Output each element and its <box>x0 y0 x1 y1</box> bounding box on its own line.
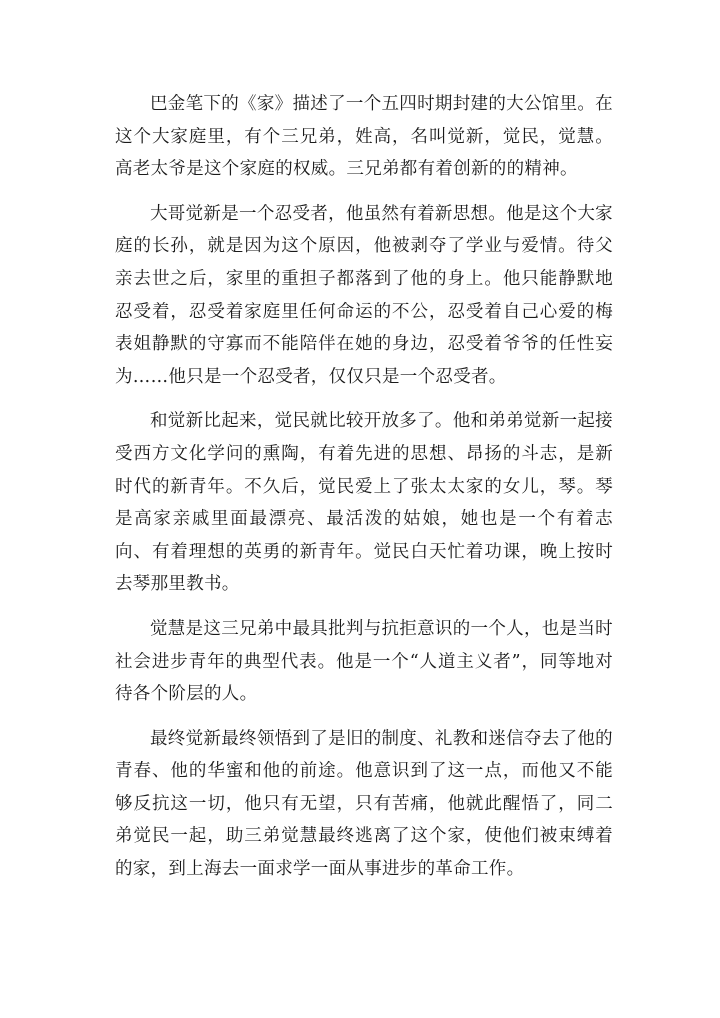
paragraph-juexin: 大哥觉新是一个忍受者，他虽然有着新思想。他是这个大家庭的长孙，就是因为这个原因，他被剥夺了学业与爱情。待父亲去世之后，家里的重担子都落到了他的身上。他只能静默地忍受着，忍受着家庭里任何命运的不公，忍受着自己心爱的梅表姐静默的守寡而不能陪伴在她的身边，忍受着爷爷的任性妄为……他只是一个忍受者，仅仅只是一个忍受者。 <box>115 203 613 387</box>
document-body <box>115 88 613 898</box>
paragraph-ending: 最终觉新最终领悟到了是旧的制度、礼教和迷信夺去了他的青春、他的华蜜和他的前途。他意识到了这一点，而他又不能够反抗这一切，他只有无望，只有苦痛，他就此醒悟了，同二弟觉民一起，助三弟觉慧最终逃离了这个家，使他们被束缚着的家，到上海去一面求学一面从事进步的革命工作。 <box>115 728 613 880</box>
paragraph-juemin: 和觉新比起来，觉民就比较开放多了。他和弟弟觉新一起接受西方文化学问的熏陶，有着先进的思想、昂扬的斗志，是新时代的新青年。不久后，觉民爱上了张太太家的女儿，琴。琴是高家亲戚里面最漂亮、最活泼的姑娘，她也是一个有着志向、有着理想的英勇的新青年。觉民白天忙着功课，晚上按时去琴那里教书。 <box>115 411 613 595</box>
paragraph-intro: 巴金笔下的《家》描述了一个五四时期封建的大公馆里。在这个大家庭里，有个三兄弟，姓高，名叫觉新，觉民，觉慧。高老太爷是这个家庭的权威。三兄弟都有着创新的的精神。 <box>115 94 613 180</box>
paragraph-juehui: 觉慧是这三兄弟中最具批判与抗拒意识的一个人，也是当时社会进步青年的典型代表。他是一个“人道主义者”，同等地对待各个阶层的人。 <box>115 618 613 705</box>
